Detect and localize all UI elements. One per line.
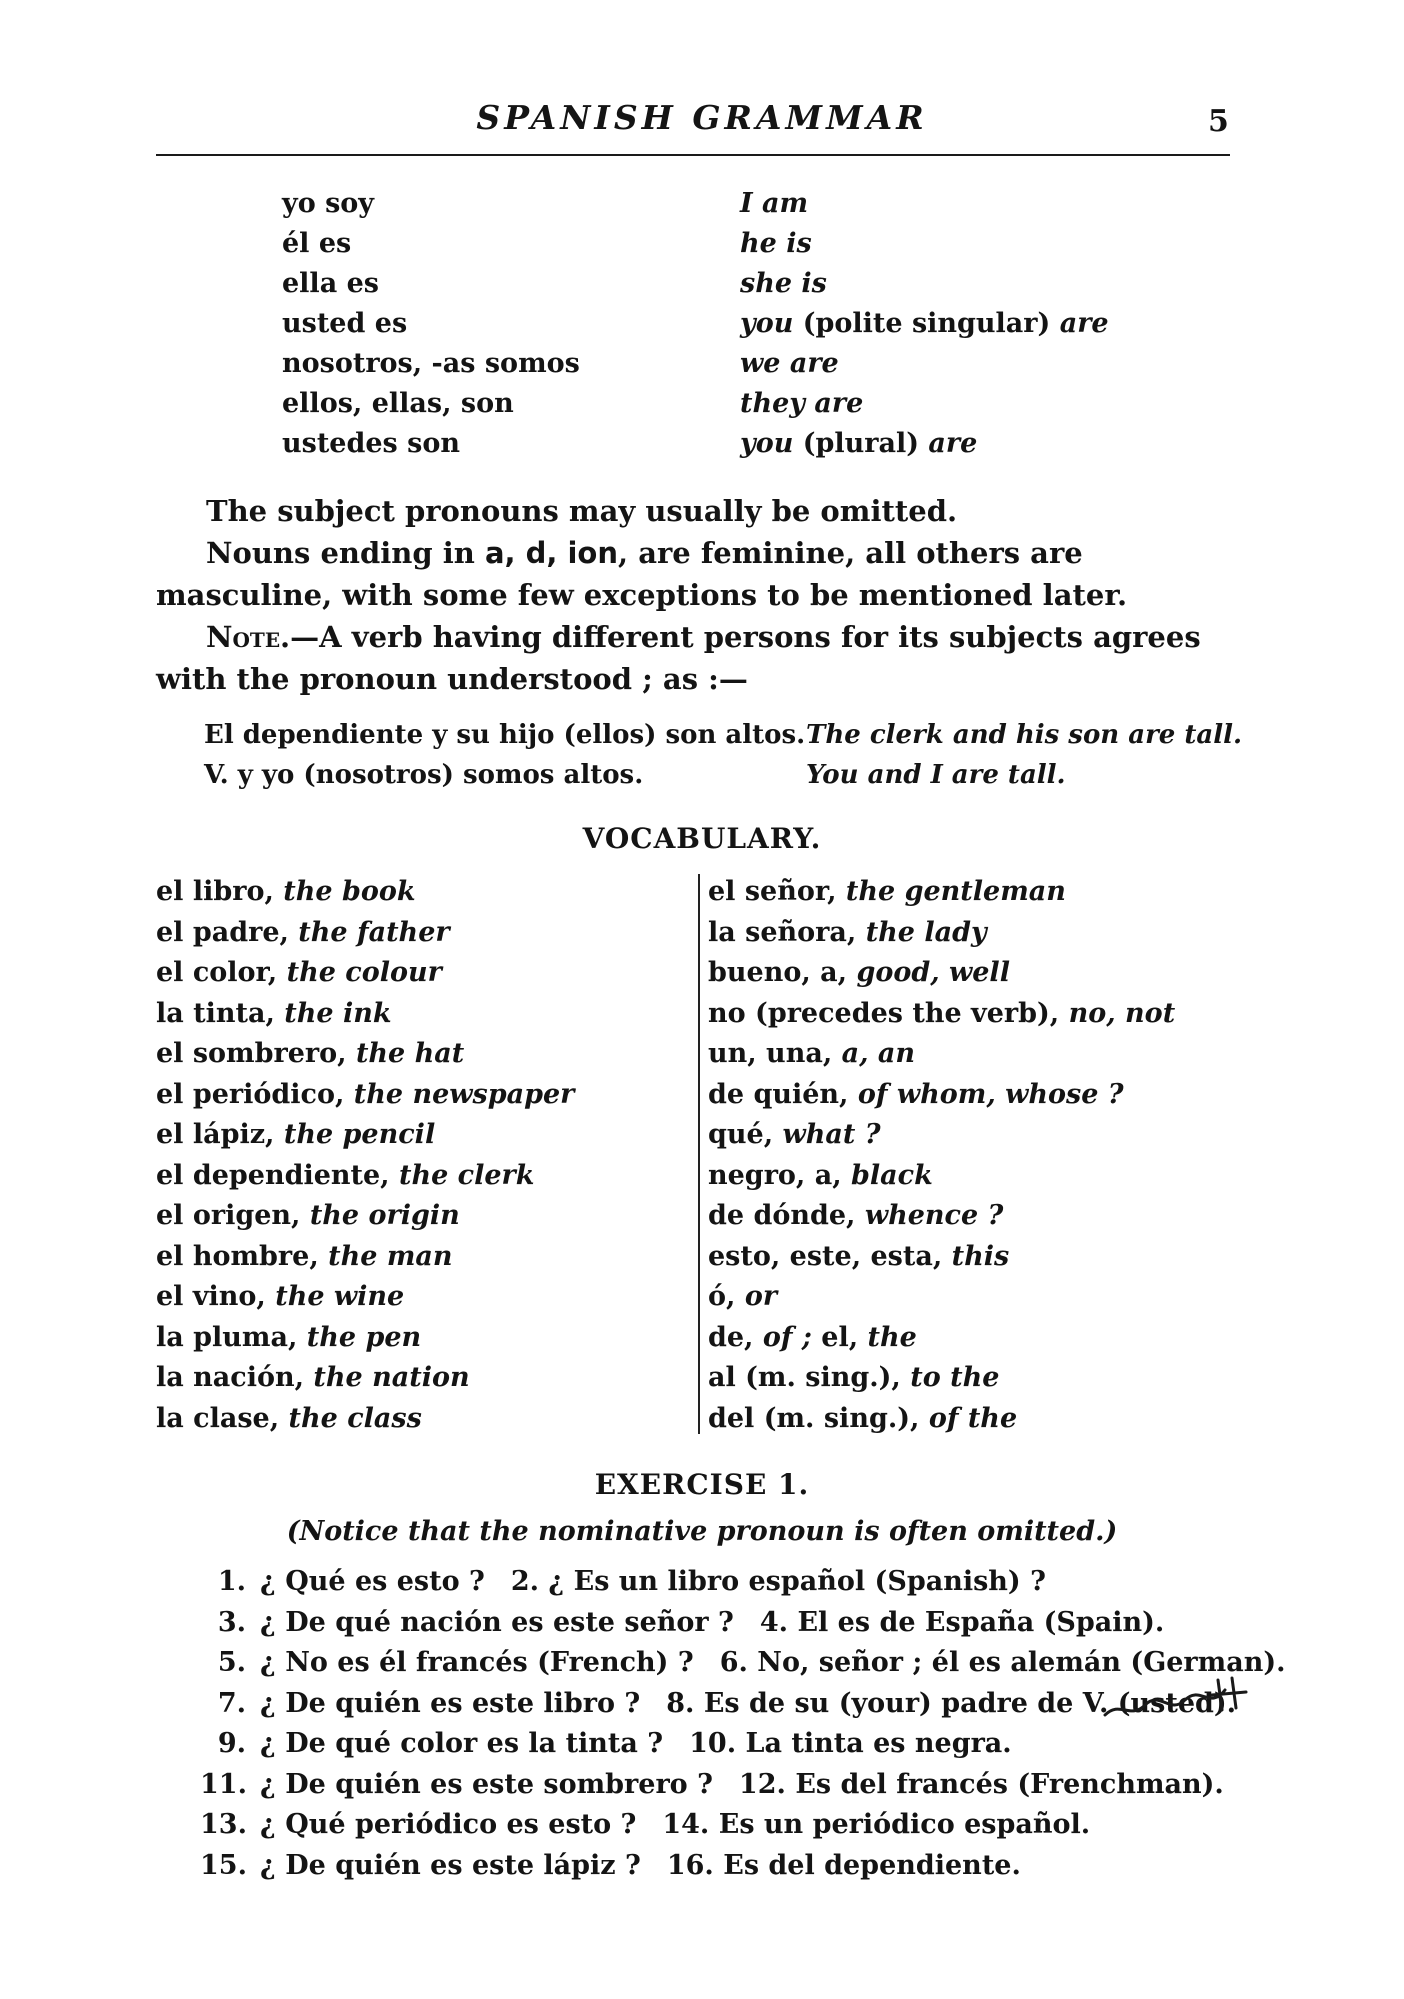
conjugation-en-row: she is bbox=[740, 268, 827, 299]
exercise-row bbox=[200, 1562, 1286, 1603]
vocab-en: the newspaper bbox=[353, 1078, 575, 1110]
vocab-entry bbox=[708, 953, 1175, 994]
vocab-entry bbox=[708, 872, 1175, 913]
vocab-es: de, bbox=[708, 1321, 754, 1353]
vocab-en: the pen bbox=[306, 1321, 422, 1353]
conjugation-es-row: yo soy bbox=[282, 188, 374, 219]
vocab-entry bbox=[156, 1075, 574, 1116]
vocab-es: el señor, bbox=[708, 876, 837, 907]
conjugation-es-row: ustedes son bbox=[282, 428, 460, 459]
vocab-es: no (precedes the verb), bbox=[708, 997, 1060, 1029]
vocab-es: la señora, bbox=[708, 916, 857, 948]
vocab-en: the hat bbox=[355, 1038, 465, 1069]
paragraph-omitted: The subject pronouns may usually be omitted. bbox=[206, 494, 958, 528]
exercise-text: ¿ De qué nación es este señor ? bbox=[260, 1606, 734, 1638]
exercise-text: ¿ No es él francés (French) ? bbox=[260, 1647, 694, 1678]
vocab-en: the gentleman bbox=[845, 876, 1066, 907]
vocabulary-heading: VOCABULARY. bbox=[582, 822, 822, 855]
vocab-entry bbox=[708, 1034, 1175, 1075]
vocab-entry bbox=[156, 1358, 574, 1399]
vocab-entry bbox=[156, 1318, 574, 1359]
vocab-en: of ; bbox=[762, 1321, 812, 1353]
conjugation-spanish-column bbox=[282, 184, 580, 464]
vocab-en: of whom, whose ? bbox=[857, 1078, 1124, 1110]
vocabulary-left-column bbox=[156, 872, 574, 1439]
vocab-en: the man bbox=[328, 1240, 453, 1272]
conjugation-es-row: usted es bbox=[282, 308, 408, 339]
vocab-es: el hombre, bbox=[156, 1240, 319, 1272]
paragraph-gender bbox=[156, 532, 1236, 616]
vocab-es: de dónde, bbox=[708, 1200, 856, 1231]
vocab-es: la pluma, bbox=[156, 1321, 298, 1353]
vocab-en: this bbox=[951, 1240, 1010, 1272]
vocab-en: the pencil bbox=[283, 1119, 436, 1150]
conjugation-en-row bbox=[740, 304, 1109, 344]
vocab-entry bbox=[156, 1196, 574, 1237]
exercise-number: 12. bbox=[738, 1768, 786, 1800]
exercise-row bbox=[200, 1805, 1286, 1846]
exercise-number: 4. bbox=[759, 1606, 789, 1638]
vocab-entry bbox=[156, 872, 574, 913]
vocabulary-column-divider bbox=[698, 874, 700, 1434]
vocab-es: el dependiente, bbox=[156, 1159, 390, 1191]
vocab-entry bbox=[708, 913, 1175, 954]
vocab-en: to the bbox=[910, 1362, 1000, 1393]
header-rule bbox=[156, 154, 1230, 156]
vocab-entry bbox=[708, 1277, 1175, 1318]
exercise-text: No, señor ; él es alemán (German). bbox=[757, 1647, 1286, 1678]
vocab-es: el libro, bbox=[156, 876, 274, 907]
exercise-number: 14. bbox=[662, 1809, 710, 1840]
exercise-row bbox=[200, 1765, 1286, 1806]
paragraph-note bbox=[156, 616, 1236, 700]
vocab-en: the lady bbox=[865, 916, 987, 948]
vocab-entry bbox=[156, 1034, 574, 1075]
vocab-entry bbox=[156, 1156, 574, 1197]
vocab-es: esto, este, esta, bbox=[708, 1240, 943, 1272]
exercise-number: 3. bbox=[217, 1606, 246, 1638]
exercise-text: ¿ De quién es este libro ? bbox=[260, 1687, 641, 1719]
conjugation-en-row: they are bbox=[740, 388, 864, 419]
vocab-es: el padre, bbox=[156, 916, 289, 948]
exercise-text: ¿ De quién es este lápiz ? bbox=[260, 1849, 641, 1881]
vocab-entry bbox=[156, 1277, 574, 1318]
example-spanish: El dependiente y su hijo (ellos) son altos. bbox=[204, 720, 806, 750]
note-label: Note. bbox=[206, 620, 291, 654]
en-paren: (plural) bbox=[793, 428, 929, 459]
vocab-es: del (m. sing.), bbox=[708, 1402, 920, 1434]
en-paren: (polite singular) bbox=[793, 308, 1060, 339]
vocab-en: of the bbox=[928, 1402, 1018, 1434]
vocab-en: whence ? bbox=[864, 1200, 1004, 1231]
vocab-es: el sombrero, bbox=[156, 1038, 347, 1069]
vocab-entry bbox=[156, 1399, 574, 1440]
vocab-en: what ? bbox=[782, 1119, 881, 1150]
running-title: SPANISH GRAMMAR bbox=[476, 98, 928, 137]
exercise-heading: EXERCISE 1. bbox=[594, 1468, 810, 1501]
vocab-entry bbox=[708, 1399, 1175, 1440]
example-english: You and I are tall. bbox=[806, 760, 1066, 790]
vocab-en: the ink bbox=[284, 997, 392, 1029]
exercise-number: 15. bbox=[200, 1849, 247, 1881]
vocab-en: good, well bbox=[856, 957, 1010, 988]
vocab-en: the book bbox=[283, 876, 416, 907]
vocab-es: bueno, a, bbox=[708, 957, 848, 988]
conjugation-en-row bbox=[740, 424, 1109, 464]
exercise-text: Es de su (your) padre de V. (usted). bbox=[703, 1687, 1237, 1719]
exercise-text: La tinta es negra. bbox=[745, 1728, 1012, 1759]
vocab-es: el vino, bbox=[156, 1281, 266, 1312]
vocab-es: la clase, bbox=[156, 1402, 280, 1434]
vocab-es: de quién, bbox=[708, 1078, 849, 1110]
vocab-es: el origen, bbox=[156, 1200, 301, 1231]
vocab-en: a, an bbox=[841, 1038, 916, 1069]
vocab-entry bbox=[156, 994, 574, 1035]
exercise-number: 1. bbox=[217, 1566, 246, 1597]
vocab-es: el, bbox=[811, 1321, 859, 1353]
vocab-es: la tinta, bbox=[156, 997, 275, 1029]
exercise-text: Es del francés (Frenchman). bbox=[795, 1768, 1224, 1800]
example-english: The clerk and his son are tall. bbox=[806, 720, 1243, 750]
vocab-entry bbox=[708, 1237, 1175, 1278]
vocab-en: the father bbox=[298, 916, 450, 948]
exercise-text: ¿ Qué es esto ? bbox=[260, 1566, 485, 1597]
vocab-en: the origin bbox=[309, 1200, 460, 1231]
conjugation-es-row: ella es bbox=[282, 268, 379, 299]
conjugation-es-row: él es bbox=[282, 228, 352, 259]
en-pronoun: you bbox=[740, 428, 794, 459]
vocab-entry bbox=[708, 1196, 1175, 1237]
vocab-en: black bbox=[851, 1159, 933, 1191]
vocab-en: no, not bbox=[1068, 997, 1176, 1029]
exercise-row bbox=[200, 1603, 1286, 1644]
exercise-number: 11. bbox=[200, 1768, 247, 1800]
vocab-es: el periódico, bbox=[156, 1078, 345, 1110]
example-spanish: V. y yo (nosotros) somos altos. bbox=[204, 760, 644, 790]
vocab-entry bbox=[156, 1237, 574, 1278]
vocab-es: el lápiz, bbox=[156, 1119, 275, 1150]
exercise-number: 16. bbox=[666, 1849, 714, 1881]
exercise-text: El es de España (Spain). bbox=[797, 1606, 1165, 1638]
vocab-en: the wine bbox=[275, 1281, 405, 1312]
vocab-entry bbox=[156, 913, 574, 954]
gender-endings: a, d, ion bbox=[484, 536, 619, 570]
vocab-entry bbox=[708, 994, 1175, 1035]
conjugation-en-row: he is bbox=[740, 228, 812, 259]
exercise-text: Es del dependiente. bbox=[723, 1849, 1021, 1881]
exercise-number: 6. bbox=[719, 1647, 748, 1678]
en-verb: are bbox=[1059, 308, 1109, 339]
vocab-en: or bbox=[744, 1281, 778, 1312]
vocab-es: qué, bbox=[708, 1119, 774, 1150]
vocab-es: ó, bbox=[708, 1281, 736, 1312]
en-pronoun: you bbox=[740, 308, 794, 339]
exercise-row bbox=[200, 1724, 1286, 1765]
conjugation-english-column bbox=[740, 184, 1109, 464]
exercise-number: 10. bbox=[689, 1728, 737, 1759]
exercise-text: ¿ De quién es este sombrero ? bbox=[260, 1768, 713, 1800]
exercise-number: 9. bbox=[217, 1728, 246, 1759]
exercise-number: 8. bbox=[666, 1687, 695, 1719]
vocabulary-right-column bbox=[708, 872, 1175, 1439]
vocab-en: the bbox=[867, 1321, 917, 1353]
exercise-text: Es un periódico español. bbox=[718, 1809, 1091, 1840]
vocab-entry bbox=[156, 1115, 574, 1156]
vocab-es: el color, bbox=[156, 957, 278, 988]
exercise-row bbox=[200, 1846, 1286, 1887]
note-text: —A verb having different persons for its subjects agrees with the pronoun understood ; as :— bbox=[156, 620, 1201, 696]
page-number: 5 bbox=[1208, 104, 1229, 139]
exercise-number: 7. bbox=[217, 1687, 246, 1719]
vocab-en: the nation bbox=[313, 1362, 470, 1393]
vocab-es: la nación, bbox=[156, 1362, 305, 1393]
gender-text-start: Nouns ending in bbox=[206, 536, 485, 570]
vocab-en: the clerk bbox=[398, 1159, 535, 1191]
conjugation-es-row: nosotros, -as somos bbox=[282, 348, 580, 379]
exercise-number: 13. bbox=[200, 1809, 247, 1840]
conjugation-en-row: we are bbox=[740, 348, 839, 379]
exercise-text: ¿ De qué color es la tinta ? bbox=[260, 1728, 664, 1759]
exercise-subheading: (Notice that the nominative pronoun is often omitted.) bbox=[286, 1516, 1118, 1547]
vocab-entry bbox=[708, 1115, 1175, 1156]
vocab-entry bbox=[708, 1156, 1175, 1197]
exercise-text: ¿ Es un libro español (Spanish) ? bbox=[548, 1566, 1046, 1597]
vocab-entry bbox=[708, 1075, 1175, 1116]
gender-text-end: , are feminine, all others are masculine, with some few exceptions to be mentioned later. bbox=[156, 536, 1128, 612]
vocab-en: the class bbox=[288, 1402, 422, 1434]
vocab-es: negro, a, bbox=[708, 1159, 842, 1191]
exercise-text: ¿ Qué periódico es esto ? bbox=[260, 1809, 637, 1840]
vocab-es: un, una, bbox=[708, 1038, 833, 1069]
conjugation-es-row: ellos, ellas, son bbox=[282, 388, 514, 419]
exercise-number: 5. bbox=[217, 1647, 246, 1678]
vocab-entry bbox=[156, 953, 574, 994]
vocab-en: the colour bbox=[286, 957, 442, 988]
handwritten-annotation bbox=[1100, 1670, 1250, 1730]
vocab-entry bbox=[708, 1358, 1175, 1399]
exercise-number: 2. bbox=[510, 1566, 539, 1597]
vocab-es: al (m. sing.), bbox=[708, 1362, 901, 1393]
vocab-entry bbox=[708, 1318, 1175, 1359]
conjugation-en-row: I am bbox=[740, 188, 809, 219]
en-verb: are bbox=[928, 428, 978, 459]
